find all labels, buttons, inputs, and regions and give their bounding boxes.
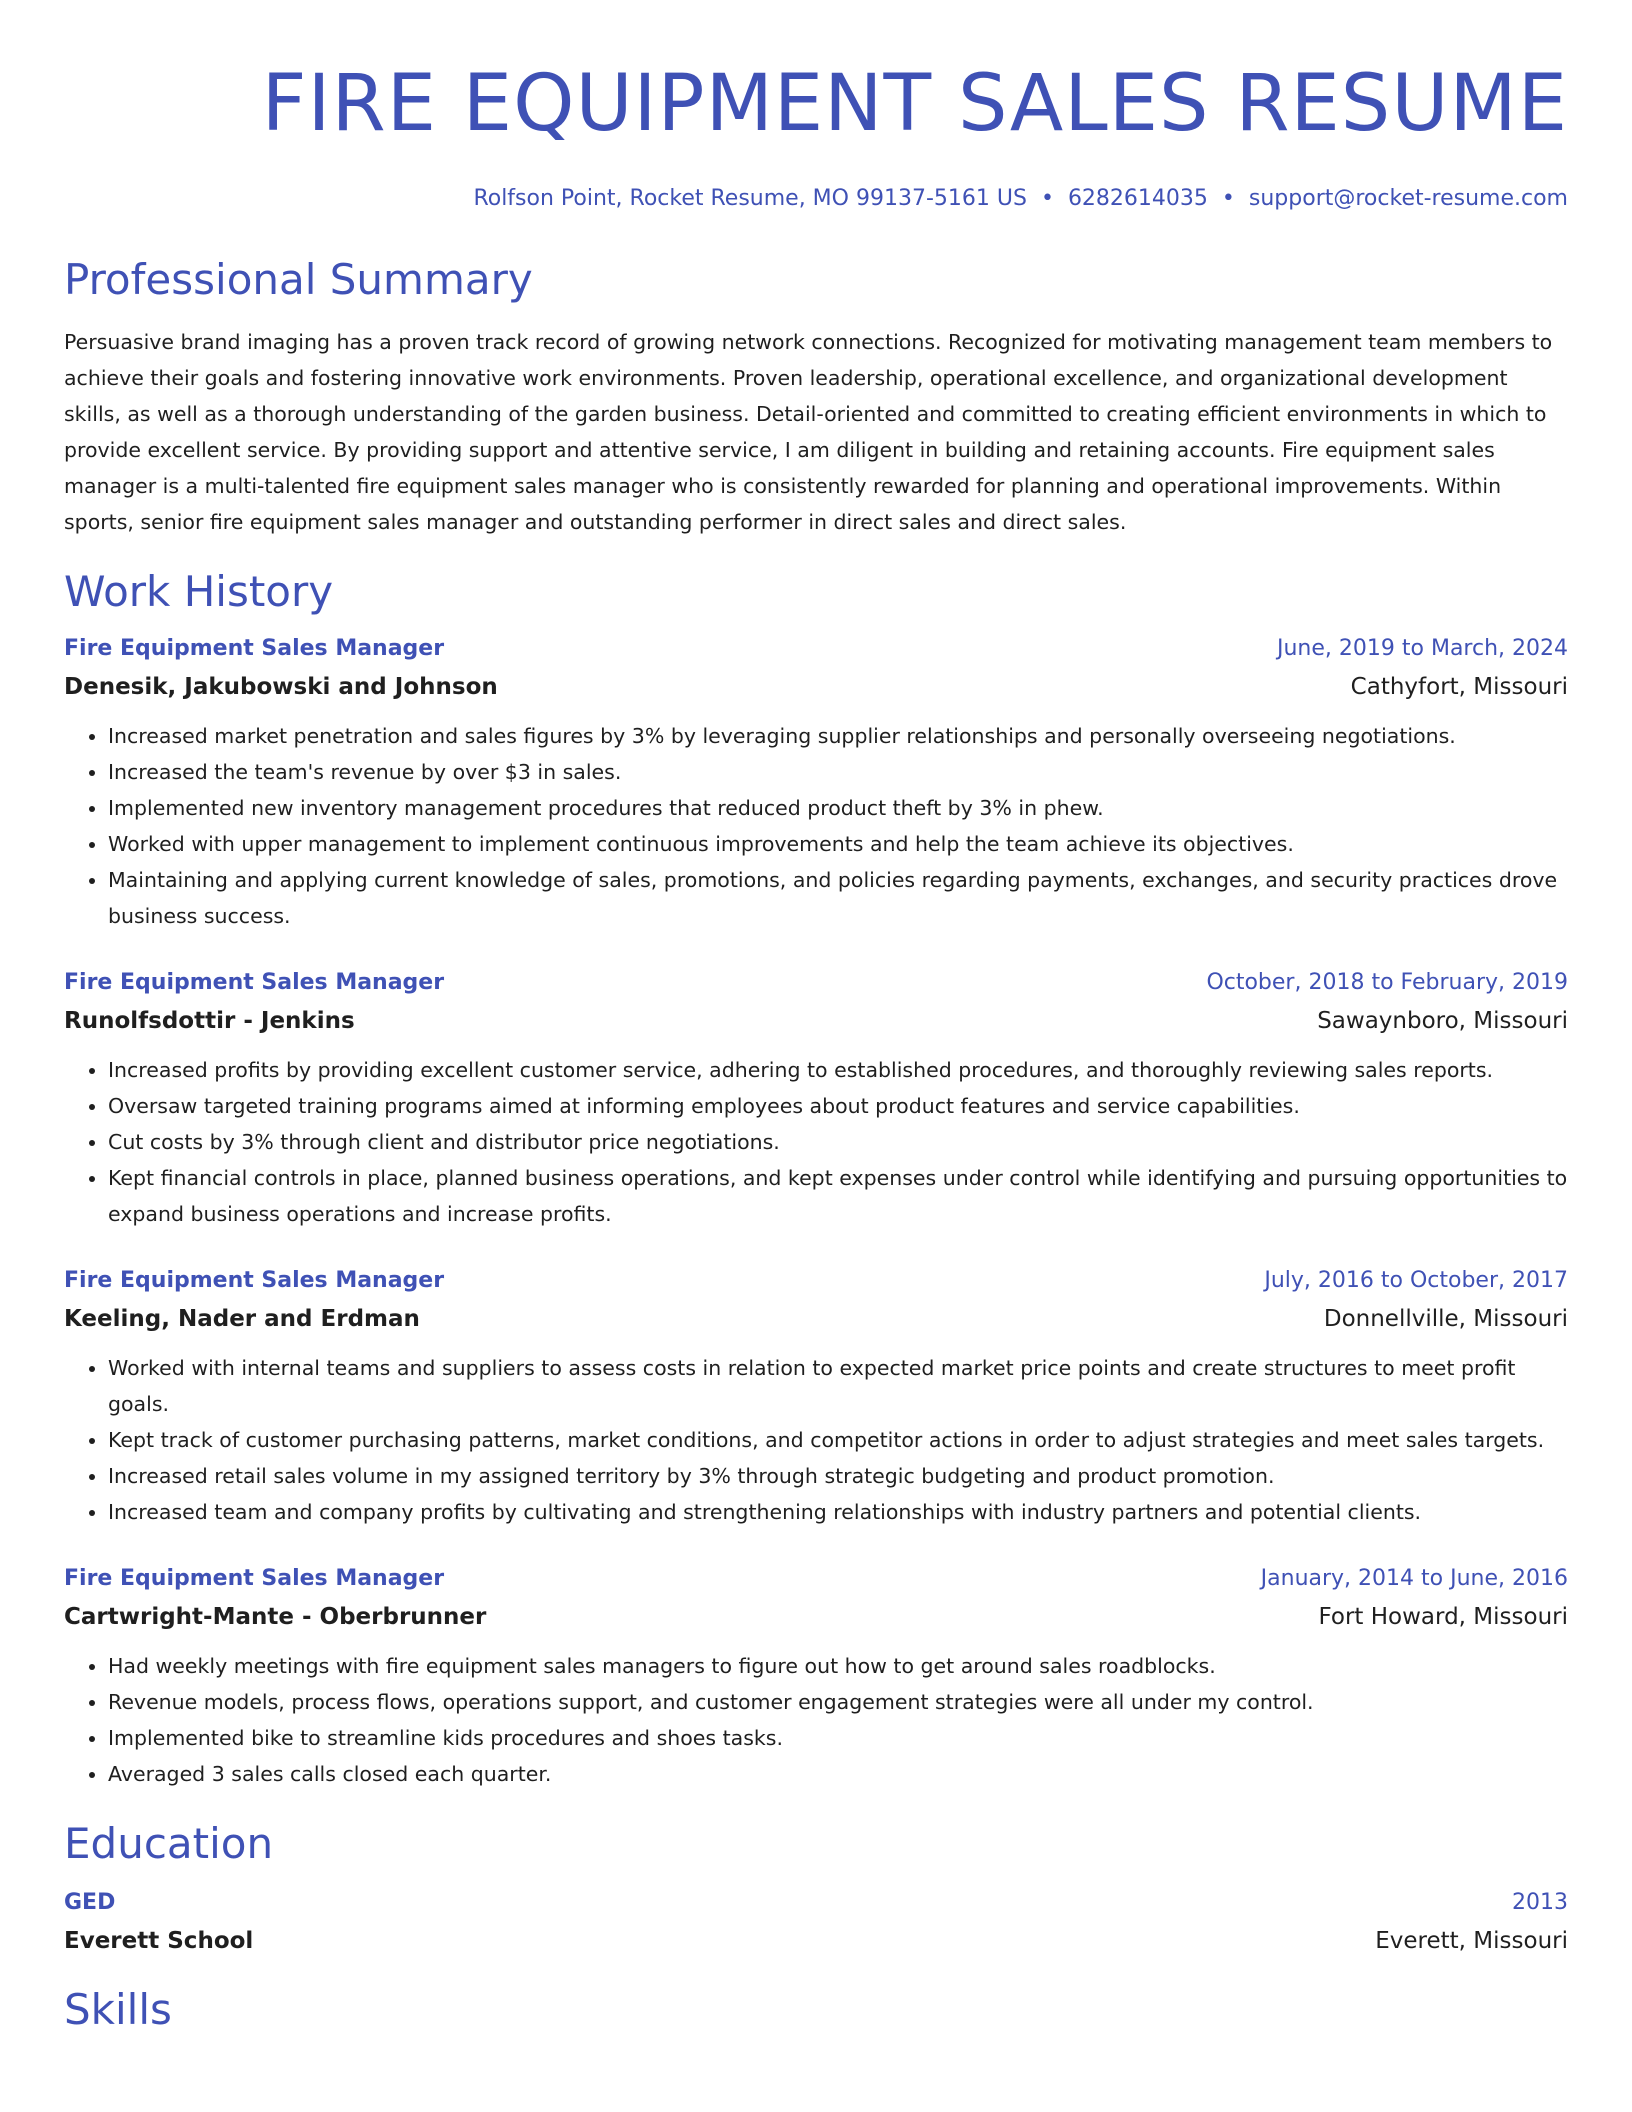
job-bullet: • Increased team and company profits by cultivating and strengthening relationships with industry partners and potential clients. — [108, 1494, 1568, 1530]
job-location: Fort Howard, Missouri — [1318, 1604, 1568, 1630]
job-title: Fire Equipment Sales Manager — [64, 1268, 445, 1293]
contact-separator: • — [1040, 186, 1054, 211]
job-entry — [64, 630, 1568, 934]
job-bullet: • Increased market penetration and sales figures by 3% by leveraging supplier relationships and personally overseeing negotiations. — [108, 718, 1568, 754]
contact-line — [64, 184, 1568, 214]
skills-heading: Skills — [64, 1985, 172, 2034]
job-bullet: • Increased profits by providing excellent customer service, adhering to established procedures, and thoroughly reviewing sales reports. — [108, 1052, 1568, 1088]
job-bullet: • Increased the team's revenue by over $3 in sales. — [108, 754, 1568, 790]
job-location: Sawaynboro, Missouri — [1317, 1008, 1568, 1034]
job-entry — [64, 1560, 1568, 1792]
contact-email: support@rocket-resume.com — [1248, 186, 1568, 211]
education-location: Everett, Missouri — [1375, 1928, 1568, 1954]
summary-heading: Professional Summary — [64, 255, 533, 304]
job-bullets — [64, 718, 1568, 934]
education-year: 2013 — [1512, 1890, 1568, 1915]
job-entry — [64, 1262, 1568, 1530]
job-title: Fire Equipment Sales Manager — [64, 970, 445, 995]
job-bullet: • Kept track of customer purchasing patterns, market conditions, and competitor actions in order to adjust strategies and meet sales targets. — [108, 1422, 1568, 1458]
job-bullet: • Maintaining and applying current knowledge of sales, promotions, and policies regarding payments, exchanges, and security practices drove business success. — [108, 862, 1568, 934]
job-location: Cathyfort, Missouri — [1350, 674, 1568, 700]
job-bullet: • Increased retail sales volume in my assigned territory by 3% through strategic budgeting and product promotion. — [108, 1458, 1568, 1494]
resume-title: FIRE EQUIPMENT SALES RESUME — [261, 59, 1568, 149]
job-dates: October, 2018 to February, 2019 — [1206, 970, 1568, 995]
job-bullet: • Worked with internal teams and suppliers to assess costs in relation to expected market price points and create structures to meet profit goals. — [108, 1350, 1568, 1422]
job-bullets — [64, 1648, 1568, 1792]
job-entry — [64, 964, 1568, 1232]
job-company: Cartwright-Mante - Oberbrunner — [64, 1604, 487, 1630]
education-entry — [64, 1884, 1568, 1960]
job-company: Runolfsdottir - Jenkins — [64, 1008, 355, 1034]
job-dates: July, 2016 to October, 2017 — [1264, 1268, 1568, 1293]
job-bullet: • Implemented new inventory management procedures that reduced product theft by 3% in phew. — [108, 790, 1568, 826]
job-bullet: • Cut costs by 3% through client and distributor price negotiations. — [108, 1124, 1568, 1160]
contact-phone: 6282614035 — [1067, 186, 1208, 211]
job-bullet: • Implemented bike to streamline kids procedures and shoes tasks. — [108, 1720, 1568, 1756]
resume-page — [64, 0, 1568, 2036]
job-location: Donnellville, Missouri — [1323, 1306, 1568, 1332]
contact-separator: • — [1221, 186, 1235, 211]
job-dates: January, 2014 to June, 2016 — [1260, 1566, 1568, 1591]
education-school: Everett School — [64, 1928, 254, 1954]
job-bullet: • Kept financial controls in place, planned business operations, and kept expenses under control while identifying and pursuing opportunities to expand business operations and increase profits. — [108, 1160, 1568, 1232]
job-title: Fire Equipment Sales Manager — [64, 636, 445, 661]
job-bullets — [64, 1052, 1568, 1232]
job-bullet: • Had weekly meetings with fire equipment sales managers to figure out how to get around sales roadblocks. — [108, 1648, 1568, 1684]
summary-text: Persuasive brand imaging has a proven track record of growing network connections. Recognized for motivating management team members to achieve their goals and fostering innovative work environments. Proven leadership, operational excellence, and organizational development skills, as well as a thorough understanding of the garden business. Detail-oriented and committed to creating efficient environments in which to provide excellent service. By providing support and attentive service, I am diligent in building and retaining accounts. Fire equipment sales manager is a multi-talented fire equipment sales manager who is consistently rewarded for planning and operational improvements. Within sports, senior fire equipment sales manager and outstanding performer in direct sales and direct sales. — [64, 330, 1553, 534]
job-bullet: • Averaged 3 sales calls closed each quarter. — [108, 1756, 1568, 1792]
job-dates: June, 2019 to March, 2024 — [1277, 636, 1568, 661]
education-degree: GED — [64, 1890, 116, 1915]
job-bullet: • Revenue models, process flows, operations support, and customer engagement strategies were all under my control. — [108, 1684, 1568, 1720]
job-bullet: • Oversaw targeted training programs aimed at informing employees about product features and service capabilities. — [108, 1088, 1568, 1124]
contact-address: Rolfson Point, Rocket Resume, MO 99137-5161 US — [473, 186, 1027, 211]
education-heading: Education — [64, 1819, 274, 1868]
job-bullets — [64, 1350, 1568, 1530]
work-history-heading: Work History — [64, 567, 334, 616]
job-company: Denesik, Jakubowski and Johnson — [64, 674, 498, 700]
job-title: Fire Equipment Sales Manager — [64, 1566, 445, 1591]
job-company: Keeling, Nader and Erdman — [64, 1306, 420, 1332]
job-bullet: • Worked with upper management to implement continuous improvements and help the team achieve its objectives. — [108, 826, 1568, 862]
